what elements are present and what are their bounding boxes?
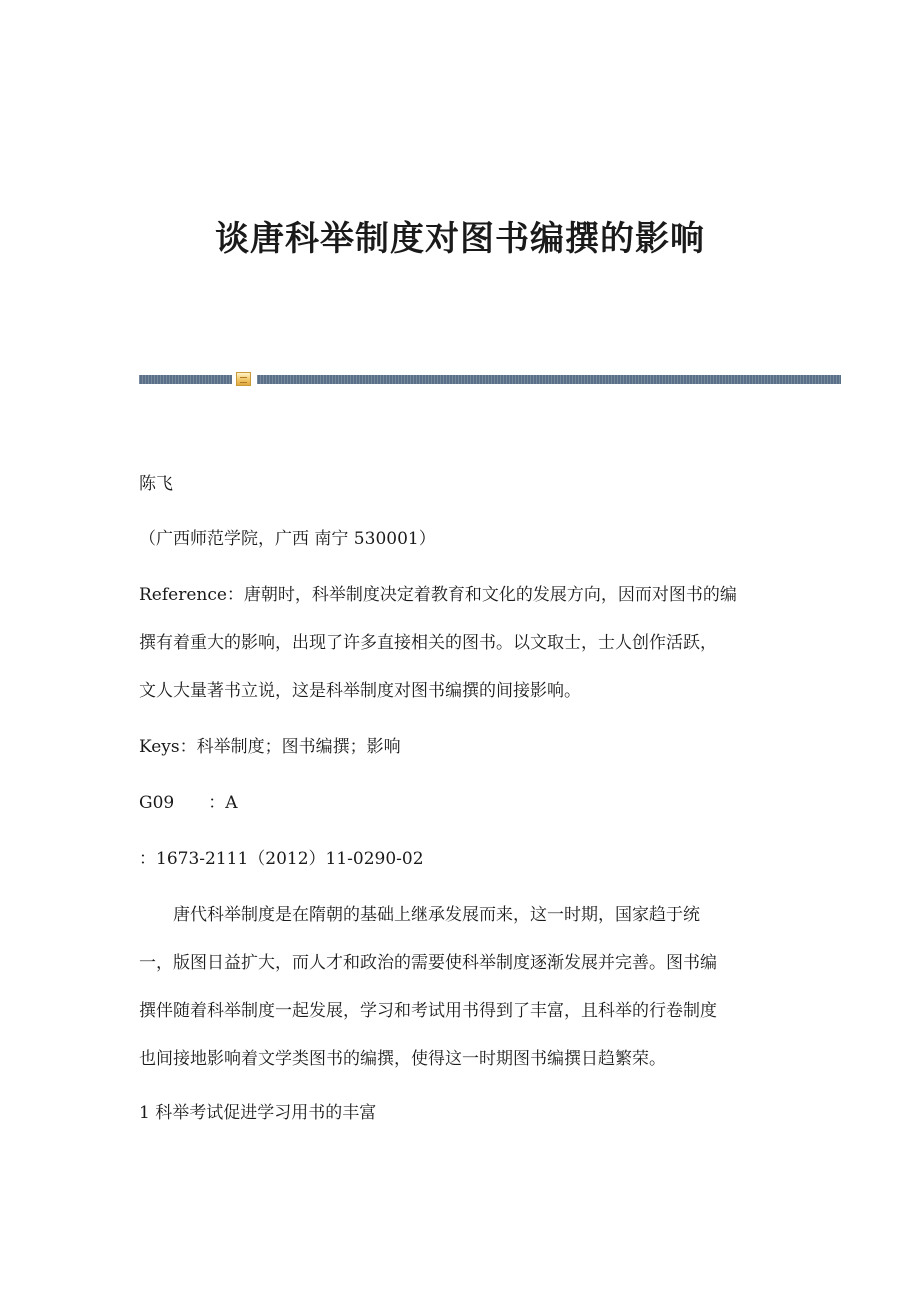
body-line: 唐代科举制度是在隋朝的基础上继承发展而来，这一时期，国家趋于统 (139, 905, 700, 925)
abstract (139, 571, 779, 715)
divider-bar-left (139, 375, 232, 384)
abstract-line: Reference：唐朝时，科举制度决定着教育和文化的发展方向，因而对图书的编 (139, 585, 737, 605)
body-line: 也间接地影响着文学类图书的编撰，使得这一时期图书编撰日趋繁荣。 (139, 1049, 666, 1069)
abstract-line: 撰有着重大的影响，出现了许多直接相关的图书。以文取士，士人创作活跃， (139, 633, 717, 653)
document-title: 谈唐科举制度对图书编撰的影响 (215, 219, 705, 259)
author-name: 陈飞 (139, 474, 173, 494)
article-number: ：1673-2111（2012）11-0290-02 (139, 849, 424, 869)
body-paragraph (139, 891, 779, 1083)
classification-code: G09 ：A (139, 793, 238, 813)
section-heading: 1 科举考试促进学习用书的丰富 (139, 1103, 377, 1123)
abstract-line: 文人大量著书立说，这是科举制度对图书编撰的间接影响。 (139, 681, 581, 701)
title-divider (139, 375, 841, 384)
body-line: 撰伴随着科举制度一起发展，学习和考试用书得到了丰富，且科举的行卷制度 (139, 1001, 717, 1021)
divider-bar-right (257, 375, 841, 384)
keywords: Keys：科举制度；图书编撰；影响 (139, 737, 401, 757)
divider-emblem-icon (236, 372, 251, 386)
body-line: 一，版图日益扩大，而人才和政治的需要使科举制度逐渐发展并完善。图书编 (139, 953, 717, 973)
author-affiliation: （广西师范学院，广西 南宁 530001） (139, 529, 436, 549)
